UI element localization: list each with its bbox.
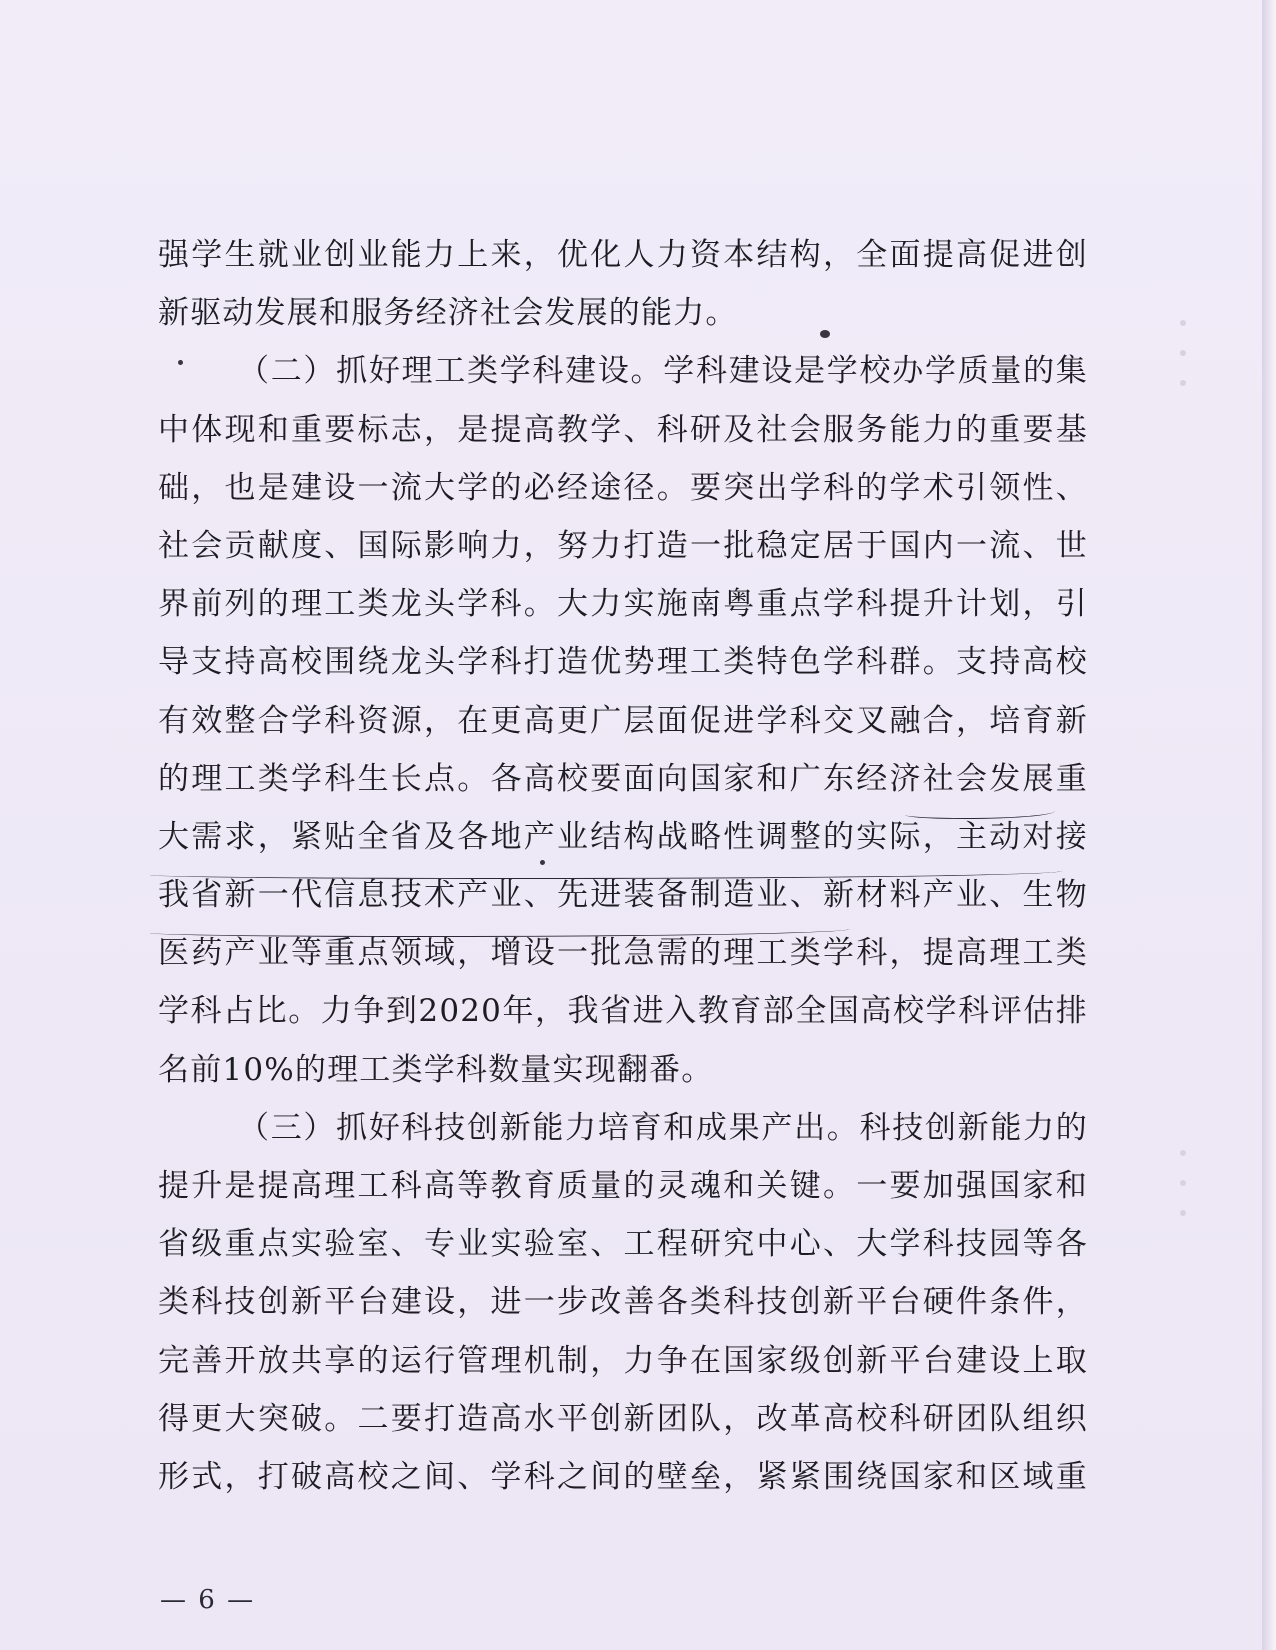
binding-hole <box>1180 1180 1186 1186</box>
body-line: 有效整合学科资源，在更高更广层面促进学科交叉融合，培育新 <box>158 702 1088 739</box>
body-line: 名前10%的理工类学科数量实现翻番。 <box>158 1051 714 1088</box>
body-line: 得更大突破。二要打造高水平创新团队，改革高校科研团队组织 <box>158 1400 1088 1437</box>
binding-hole <box>1180 1150 1186 1156</box>
body-line: 的理工类学科生长点。各高校要面向国家和广东经济社会发展重 <box>158 760 1088 797</box>
body-line: 类科技创新平台建设，进一步改善各类科技创新平台硬件条件， <box>158 1284 1088 1321</box>
body-line: 新驱动发展和服务经济社会发展的能力。 <box>158 295 738 332</box>
scan-speck <box>178 360 183 365</box>
page-edge <box>1262 0 1276 1650</box>
body-line: 界前列的理工类龙头学科。大力实施南粤重点学科提升计划，引 <box>158 586 1088 623</box>
body-line: 提升是提高理工科高等教育质量的灵魂和关键。一要加强国家和 <box>158 1168 1088 1204</box>
body-line: 强学生就业创业能力上来，优化人力资本结构，全面提高促进创 <box>158 237 1088 273</box>
body-line: 省级重点实验室、专业实验室、工程研究中心、大学科技园等各 <box>158 1226 1088 1263</box>
binding-hole <box>1180 1210 1186 1216</box>
body-line: 中体现和重要标志，是提高教学、科研及社会服务能力的重要基 <box>158 411 1088 448</box>
body-line: 学科占比。力争到2020年，我省进入教育部全国高校学科评估排 <box>158 993 1088 1030</box>
body-line: 形式，打破高校之间、学科之间的壁垒，紧紧围绕国家和区域重 <box>158 1458 1088 1495</box>
scan-speck <box>540 860 545 865</box>
body-line: 医药产业等重点领域，增设一批急需的理工类学科，提高理工类 <box>158 935 1088 972</box>
section-heading-line: （二）抓好理工类学科建设。学科建设是学校办学质量的集 <box>238 353 1088 390</box>
body-line: 完善开放共享的运行管理机制，力争在国家级创新平台建设上取 <box>158 1342 1088 1379</box>
page-number: — 6 — <box>160 1585 256 1615</box>
body-line: 础，也是建设一流大学的必经途径。要突出学科的学术引领性、 <box>158 469 1088 506</box>
binding-hole <box>1180 350 1186 356</box>
body-line: 大需求，紧贴全省及各地产业结构战略性调整的实际，主动对接 <box>158 818 1088 855</box>
body-line: 社会贡献度、国际影响力，努力打造一批稳定居于国内一流、世 <box>158 527 1088 564</box>
binding-hole <box>1180 380 1186 386</box>
scan-speck <box>820 330 830 338</box>
section-heading-line: （三）抓好科技创新能力培育和成果产出。科技创新能力的 <box>238 1109 1088 1146</box>
binding-hole <box>1180 320 1186 326</box>
body-line: 我省新一代信息技术产业、先进装备制造业、新材料产业、生物 <box>158 877 1088 914</box>
body-line: 导支持高校围绕龙头学科打造优势理工类特色学科群。支持高校 <box>158 644 1088 681</box>
